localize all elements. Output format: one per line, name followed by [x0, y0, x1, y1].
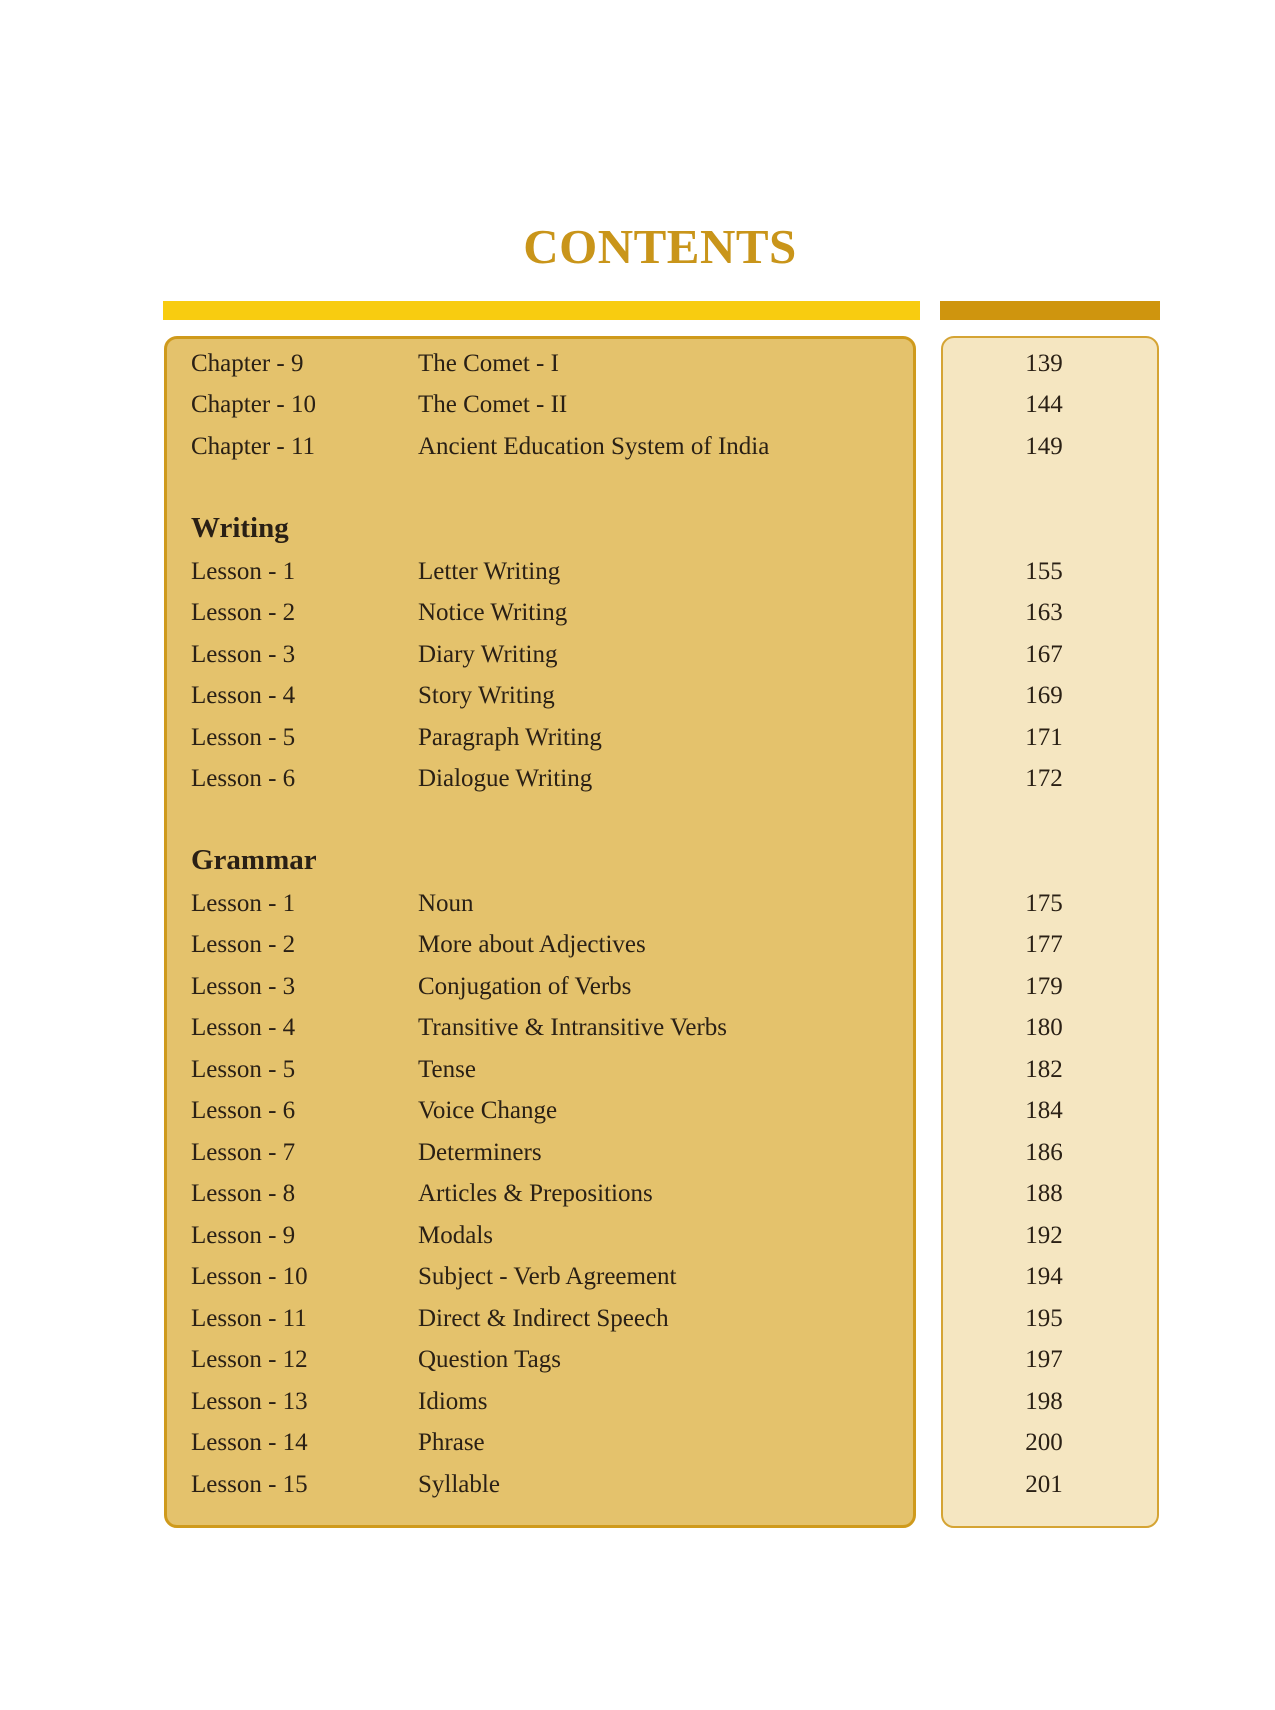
- entry-page: 139: [1025, 350, 1063, 377]
- entry-title: Direct & Indirect Speech: [418, 1305, 669, 1332]
- entry-number: Lesson - 6: [191, 1097, 296, 1124]
- entry-page: 177: [1025, 931, 1063, 958]
- toc-row[interactable]: [0, 1465, 1275, 1505]
- entry-number: Lesson - 7: [191, 1139, 296, 1166]
- entry-page: 171: [1025, 724, 1063, 751]
- entry-number: Lesson - 9: [191, 1222, 296, 1249]
- entry-title: Notice Writing: [418, 599, 568, 626]
- entry-page: 149: [1025, 433, 1063, 460]
- entry-page: 192: [1025, 1222, 1063, 1249]
- entry-title: Determiners: [418, 1139, 542, 1166]
- toc-row[interactable]: [0, 427, 1275, 467]
- entry-number: Lesson - 4: [191, 1014, 296, 1041]
- entry-title: Conjugation of Verbs: [418, 973, 632, 1000]
- entry-number: Lesson - 5: [191, 1056, 296, 1083]
- entry-page: 169: [1025, 682, 1063, 709]
- entry-title: Diary Writing: [418, 641, 558, 668]
- entry-number: Lesson - 12: [191, 1346, 308, 1373]
- entry-number: Lesson - 2: [191, 599, 296, 626]
- entry-page: 198: [1025, 1388, 1063, 1415]
- toc-row[interactable]: [0, 1216, 1275, 1256]
- entry-number: Lesson - 3: [191, 973, 296, 1000]
- toc-row[interactable]: [0, 1091, 1275, 1131]
- entry-title: Dialogue Writing: [418, 765, 593, 792]
- entry-title: Syllable: [418, 1471, 500, 1498]
- section-heading-writing: Writing: [191, 512, 289, 544]
- toc-row[interactable]: [0, 718, 1275, 758]
- toc-row[interactable]: [0, 676, 1275, 716]
- entry-page: 155: [1025, 558, 1063, 585]
- toc-row[interactable]: [0, 925, 1275, 965]
- toc-row[interactable]: [0, 635, 1275, 675]
- toc-row[interactable]: [0, 884, 1275, 924]
- entry-number: Chapter - 9: [191, 350, 304, 377]
- toc-row[interactable]: [0, 1050, 1275, 1090]
- entry-title: More about Adjectives: [418, 931, 646, 958]
- toc-row[interactable]: [0, 1008, 1275, 1048]
- entry-number: Chapter - 11: [191, 433, 316, 460]
- entry-page: 195: [1025, 1305, 1063, 1332]
- toc-row[interactable]: [0, 967, 1275, 1007]
- toc-row[interactable]: [0, 759, 1275, 799]
- entry-page: 179: [1025, 973, 1063, 1000]
- entry-title: Ancient Education System of India: [418, 433, 770, 460]
- entry-page: 197: [1025, 1346, 1063, 1373]
- accent-bar-right: [940, 301, 1160, 320]
- entry-title: Paragraph Writing: [418, 724, 602, 751]
- entry-number: Lesson - 1: [191, 558, 296, 585]
- entry-title: Modals: [418, 1222, 493, 1249]
- entry-number: Lesson - 4: [191, 682, 296, 709]
- page-title: CONTENTS: [523, 219, 797, 274]
- entry-title: The Comet - I: [418, 350, 559, 377]
- toc-row[interactable]: [0, 552, 1275, 592]
- entry-number: Lesson - 14: [191, 1429, 308, 1456]
- entry-title: Articles & Prepositions: [418, 1180, 653, 1207]
- entry-number: Lesson - 10: [191, 1263, 308, 1290]
- toc-row[interactable]: [0, 593, 1275, 633]
- toc-row[interactable]: [0, 1340, 1275, 1380]
- entry-page: 184: [1025, 1097, 1063, 1124]
- entry-title: Transitive & Intransitive Verbs: [418, 1014, 728, 1041]
- toc-row[interactable]: [0, 1382, 1275, 1422]
- entry-page: 175: [1025, 890, 1063, 917]
- entry-title: The Comet - II: [418, 391, 568, 418]
- toc-row[interactable]: [0, 1133, 1275, 1173]
- entry-number: Chapter - 10: [191, 391, 316, 418]
- toc-row[interactable]: [0, 344, 1275, 384]
- entry-title: Voice Change: [418, 1097, 558, 1124]
- entry-page: 144: [1025, 391, 1063, 418]
- entry-number: Lesson - 11: [191, 1305, 307, 1332]
- entry-number: Lesson - 1: [191, 890, 296, 917]
- entry-title: Phrase: [418, 1429, 485, 1456]
- entry-number: Lesson - 15: [191, 1471, 308, 1498]
- entry-title: Question Tags: [418, 1346, 561, 1373]
- toc-row[interactable]: [0, 385, 1275, 425]
- entry-number: Lesson - 3: [191, 641, 296, 668]
- section-heading-grammar: Grammar: [191, 844, 317, 876]
- entry-title: Story Writing: [418, 682, 555, 709]
- entry-title: Subject - Verb Agreement: [418, 1263, 677, 1290]
- entry-number: Lesson - 2: [191, 931, 296, 958]
- entry-page: 167: [1025, 641, 1063, 668]
- entry-page: 200: [1025, 1429, 1063, 1456]
- entry-page: 194: [1025, 1263, 1063, 1290]
- toc-row[interactable]: [0, 1423, 1275, 1463]
- entry-title: Noun: [418, 890, 474, 917]
- entry-page: 186: [1025, 1139, 1063, 1166]
- entry-number: Lesson - 13: [191, 1388, 308, 1415]
- accent-bar-left: [163, 301, 920, 320]
- entry-page: 163: [1025, 599, 1063, 626]
- entry-number: Lesson - 8: [191, 1180, 296, 1207]
- entry-number: Lesson - 6: [191, 765, 296, 792]
- entry-title: Idioms: [418, 1388, 488, 1415]
- entry-number: Lesson - 5: [191, 724, 296, 751]
- toc-row[interactable]: [0, 1257, 1275, 1297]
- toc-row[interactable]: [0, 1299, 1275, 1339]
- entry-page: 180: [1025, 1014, 1063, 1041]
- entry-page: 172: [1025, 765, 1063, 792]
- entry-page: 182: [1025, 1056, 1063, 1083]
- toc-row[interactable]: [0, 1174, 1275, 1214]
- entry-title: Letter Writing: [418, 558, 561, 585]
- entry-page: 201: [1025, 1471, 1063, 1498]
- entry-page: 188: [1025, 1180, 1063, 1207]
- entry-title: Tense: [418, 1056, 476, 1083]
